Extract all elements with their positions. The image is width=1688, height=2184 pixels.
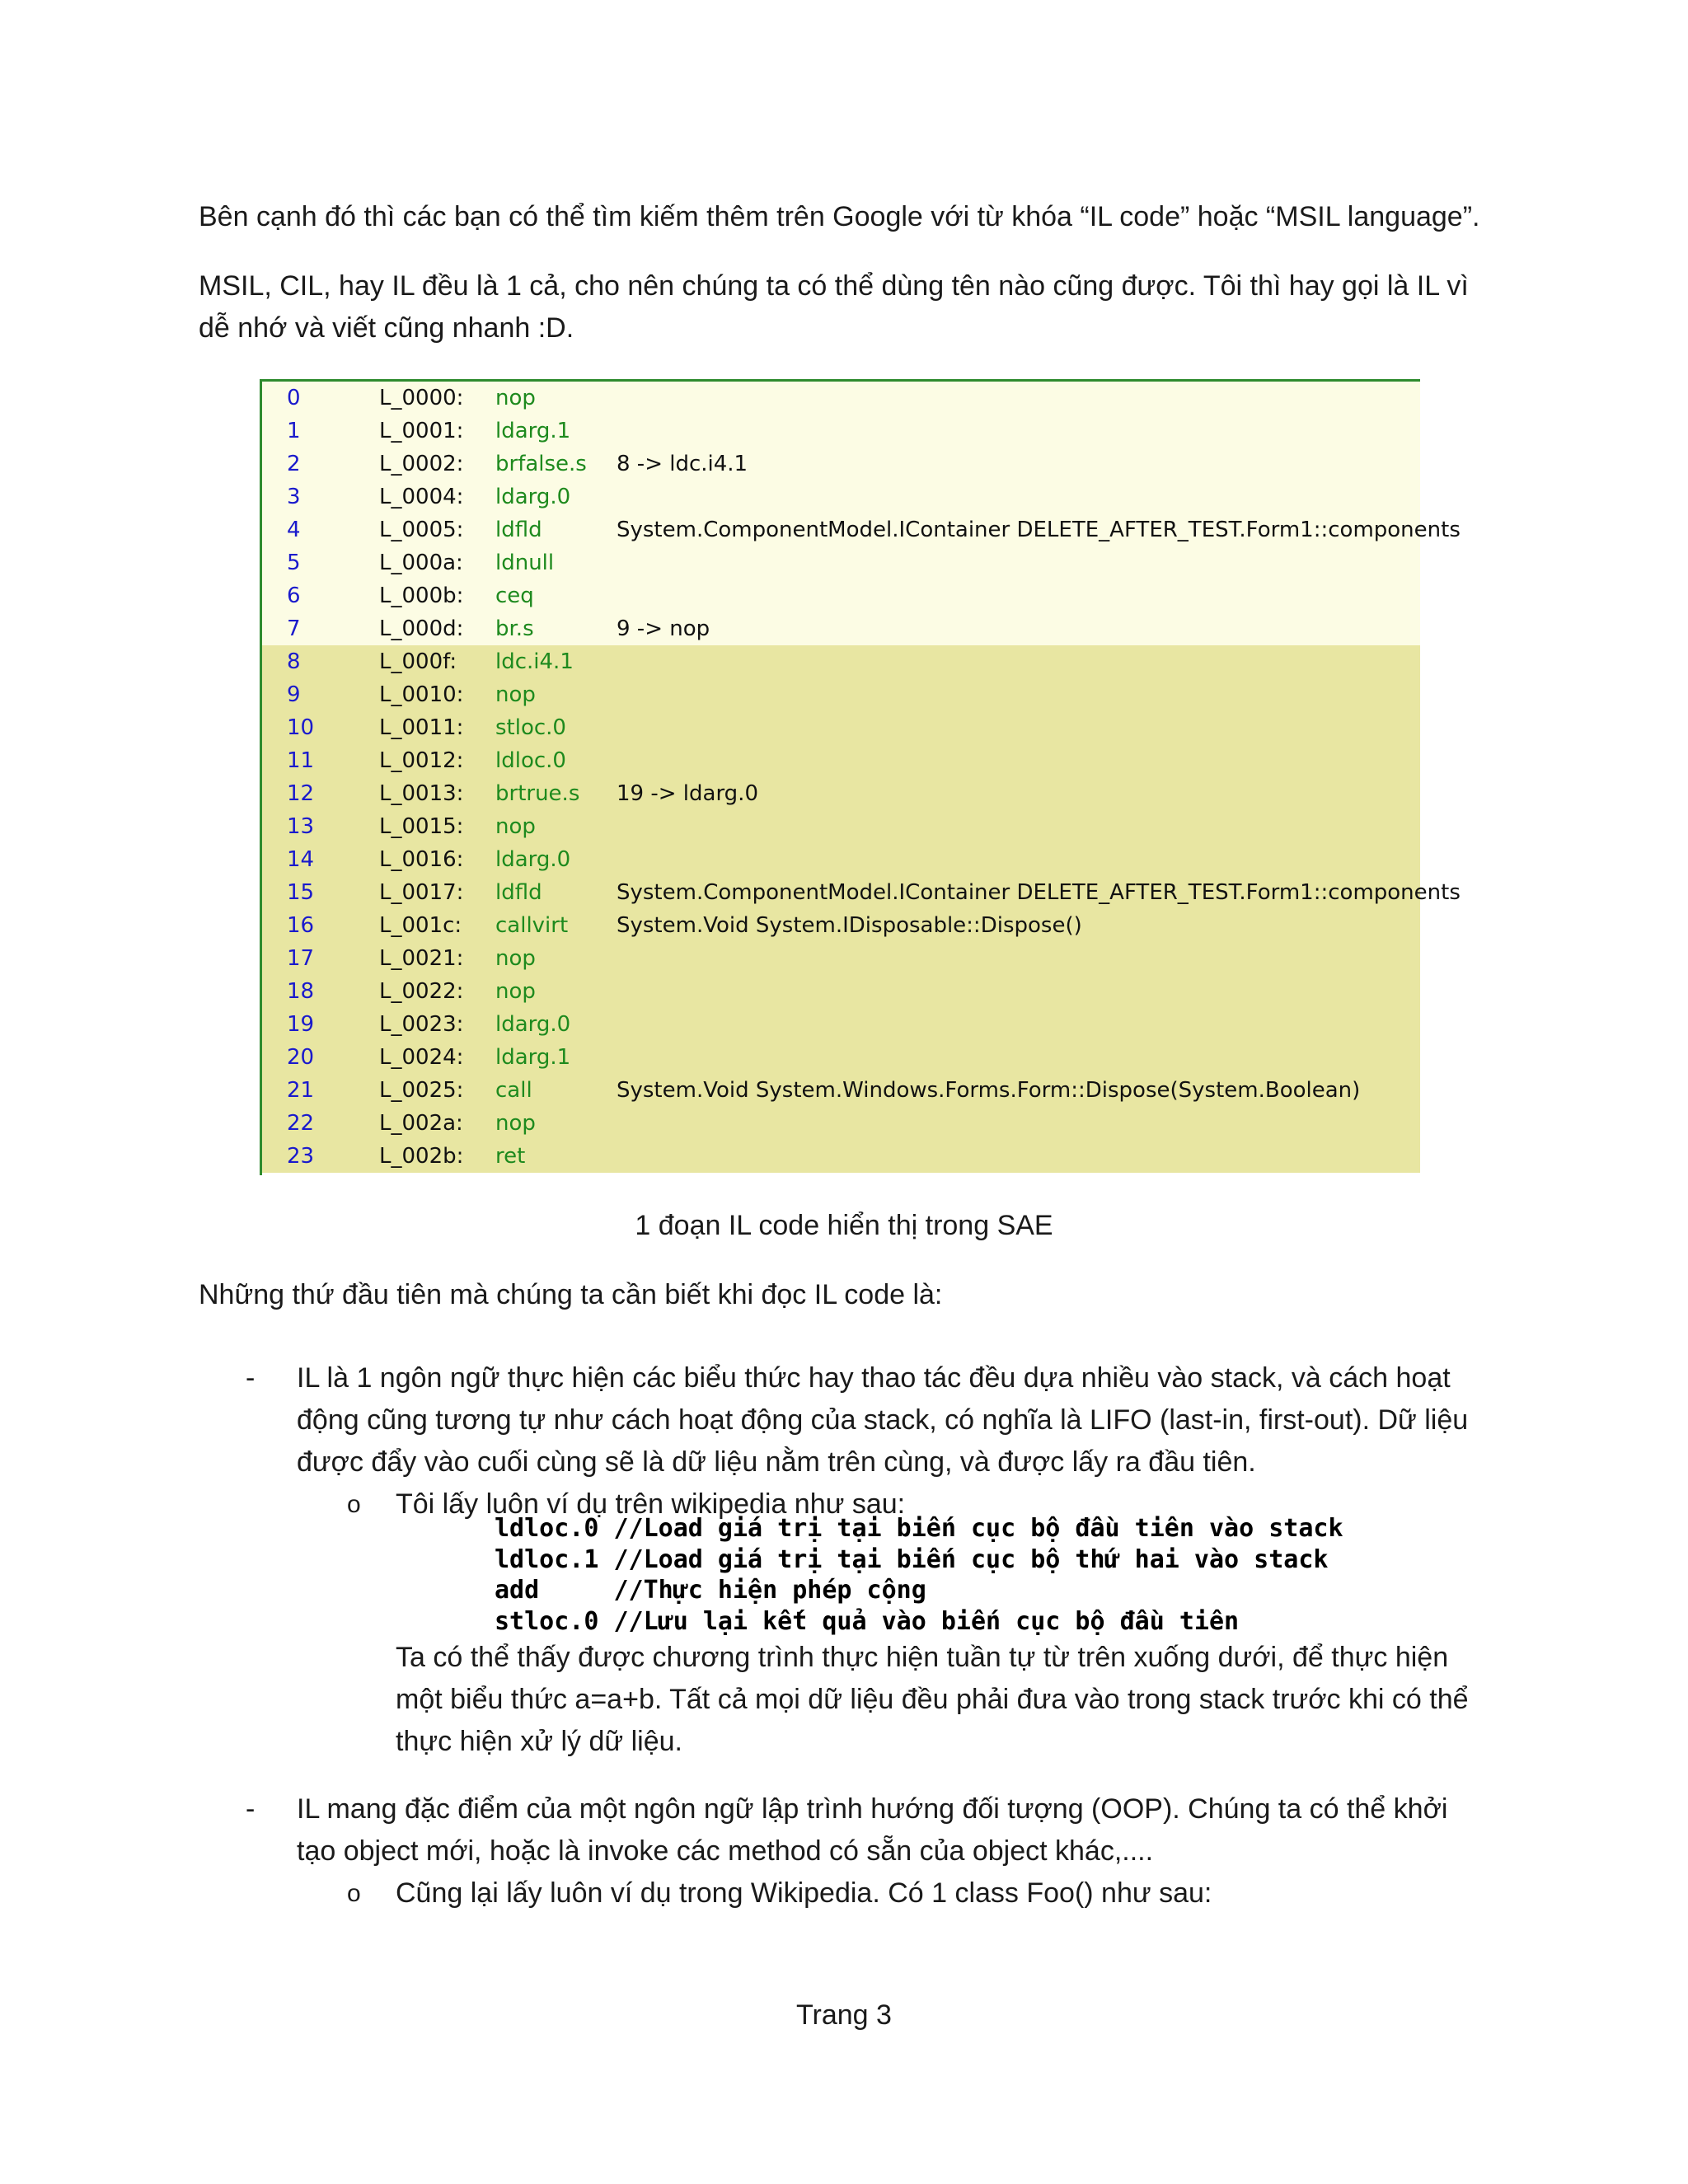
sub-bullet-marker-1: o [347, 1491, 361, 1518]
il-opcode: ldfld [495, 518, 542, 542]
il-code-row [262, 1074, 1420, 1107]
code-line: ldloc.1 //Load giá trị tại biến cục bộ thứ hai vào stack [495, 1544, 1329, 1574]
il-opcode: ldfld [495, 880, 542, 905]
il-code-row [262, 1041, 1420, 1074]
il-line-number: 23 [287, 1144, 315, 1169]
il-opcode: ret [495, 1144, 526, 1169]
il-operand: 8 -> ldc.i4.1 [617, 452, 748, 476]
il-line-number: 17 [287, 946, 315, 971]
il-operand: System.ComponentModel.IContainer DELETE_AFTER_TEST.Form1::components [617, 880, 1461, 905]
il-offset-label: L_0002: [379, 452, 464, 476]
il-opcode: brfalse.s [495, 452, 587, 476]
il-opcode: ldarg.1 [495, 419, 571, 443]
il-line-number: 8 [287, 649, 301, 674]
il-code-row [262, 975, 1420, 1008]
il-line-number: 1 [287, 419, 301, 443]
il-code-row [262, 876, 1461, 909]
il-line-number: 20 [287, 1045, 315, 1070]
il-opcode: stloc.0 [495, 715, 566, 740]
il-offset-label: L_0023: [379, 1012, 464, 1037]
page-footer: Trang 3 [796, 1999, 892, 2031]
il-offset-label: L_0021: [379, 946, 464, 971]
sub-bullet-text-wiki-example: Tôi lấy luôn ví dụ trên wikipedia như sau: [396, 1488, 906, 1520]
il-opcode: ldarg.0 [495, 847, 571, 872]
il-code-row [262, 448, 1420, 480]
il-line-number: 15 [287, 880, 315, 905]
il-offset-label: L_0004: [379, 485, 464, 509]
code-example-block [495, 1513, 1343, 1637]
il-offset-label: L_0016: [379, 847, 464, 872]
il-opcode: callvirt [495, 913, 569, 938]
il-line-number: 3 [287, 485, 301, 509]
paragraph-first-things: Những thứ đầu tiên mà chúng ta cần biết khi đọc IL code là: [199, 1279, 943, 1310]
il-code-row [262, 777, 1420, 810]
il-code-table [260, 379, 1461, 1175]
il-code-row [262, 744, 1420, 777]
il-operand: 9 -> nop [617, 616, 710, 641]
il-operand: 19 -> ldarg.0 [617, 781, 758, 806]
code-line: ldloc.0 //Load giá trị tại biến cục bộ đầu tiên vào stack [495, 1514, 1343, 1543]
il-line-number: 22 [287, 1111, 315, 1136]
il-offset-label: L_0013: [379, 781, 464, 806]
il-line-number: 0 [287, 386, 301, 410]
il-line-number: 4 [287, 518, 301, 542]
il-line-number: 16 [287, 913, 315, 938]
code-line: add //Thực hiện phép cộng [495, 1576, 926, 1605]
il-line-number: 21 [287, 1078, 315, 1103]
il-offset-label: L_002b: [379, 1144, 464, 1169]
il-code-row [262, 546, 1420, 579]
il-opcode: call [495, 1078, 532, 1103]
il-offset-label: L_0015: [379, 814, 464, 839]
il-offset-label: L_0017: [379, 880, 464, 905]
bullet-text-stack: IL là 1 ngôn ngữ thực hiện các biểu thức hay thao tác đều dựa nhiều vào stack, và cách hoạt động cũng tương tự như cách hoạt động của stack, có nghĩa là LIFO (last-in, first-out). Dữ liệu được đẩy vào cuối cùng sẽ là dữ liệu nằm trên cùng, và được lấy ra đầu tiên. [297, 1362, 1469, 1478]
il-opcode: ceq [495, 583, 534, 608]
il-opcode: ldarg.0 [495, 1012, 571, 1037]
il-offset-label: L_000a: [379, 551, 463, 575]
il-line-number: 13 [287, 814, 315, 839]
il-code-row [262, 1008, 1420, 1041]
il-code-row [262, 513, 1461, 546]
code-line: stloc.0 //Lưu lại kết quả vào biến cục bộ đầu tiên [495, 1606, 1240, 1636]
il-code-row [262, 415, 1420, 448]
il-line-number: 14 [287, 847, 315, 872]
il-code-row [262, 480, 1420, 513]
il-code-row [262, 942, 1420, 975]
il-offset-label: L_0010: [379, 682, 464, 707]
sub-bullet-text-foo-class: Cũng lại lấy luôn ví dụ trong Wikipedia. Có 1 class Foo() như sau: [396, 1877, 1212, 1909]
figure-caption: 1 đoạn IL code hiển thị trong SAE [635, 1210, 1053, 1241]
il-opcode: nop [495, 946, 536, 971]
il-line-number: 18 [287, 979, 315, 1004]
il-offset-label: L_0011: [379, 715, 464, 740]
il-opcode: brtrue.s [495, 781, 580, 806]
il-offset-label: L_000d: [379, 616, 464, 641]
il-code-row [262, 843, 1420, 876]
il-opcode: nop [495, 979, 536, 1004]
il-code-row [262, 1140, 1420, 1173]
il-line-number: 11 [287, 748, 315, 773]
il-opcode: ldnull [495, 551, 555, 575]
il-code-row [262, 645, 1420, 678]
paragraph-search-hint: Bên cạnh đó thì các bạn có thể tìm kiếm thêm trên Google với từ khóa “IL code” hoặc “MSIL language”. [199, 201, 1480, 232]
il-offset-label: L_0025: [379, 1078, 464, 1103]
il-offset-label: L_000b: [379, 583, 464, 608]
bullet-marker-1: - [246, 1362, 256, 1394]
il-line-number: 7 [287, 616, 301, 641]
il-offset-label: L_0022: [379, 979, 464, 1004]
il-offset-label: L_0024: [379, 1045, 464, 1070]
il-code-row [262, 810, 1420, 843]
il-code-row [262, 909, 1420, 942]
il-opcode: ldarg.1 [495, 1045, 571, 1070]
il-operand: System.Void System.IDisposable::Dispose() [617, 913, 1082, 938]
il-operand: System.ComponentModel.IContainer DELETE_AFTER_TEST.Form1::components [617, 518, 1461, 542]
il-opcode: nop [495, 386, 536, 410]
sub-bullet-marker-2: o [347, 1880, 361, 1907]
il-offset-label: L_001c: [379, 913, 462, 938]
bullet-text-oop: IL mang đặc điểm của một ngôn ngữ lập trình hướng đối tượng (OOP). Chúng ta có thể khởi tạo object mới, hoặc là invoke các method có sẵn của object khác,.... [297, 1793, 1448, 1867]
il-line-number: 2 [287, 452, 301, 476]
il-offset-label: L_000f: [379, 649, 457, 674]
il-operand: System.Void System.Windows.Forms.Form::Dispose(System.Boolean) [617, 1078, 1361, 1103]
il-offset-label: L_0005: [379, 518, 464, 542]
il-offset-label: L_002a: [379, 1111, 463, 1136]
il-opcode: nop [495, 814, 536, 839]
il-line-number: 5 [287, 551, 301, 575]
il-line-number: 12 [287, 781, 315, 806]
paragraph-il-names: MSIL, CIL, hay IL đều là 1 cả, cho nên chúng ta có thể dùng tên nào cũng được. Tôi thì hay gọi là IL vì dễ nhớ và viết cũng nhanh :D. [199, 270, 1469, 344]
il-code-row [262, 711, 1420, 744]
il-line-number: 10 [287, 715, 315, 740]
il-code-row [262, 678, 1420, 711]
il-line-number: 6 [287, 583, 301, 608]
il-code-row [262, 382, 1420, 415]
il-code-row [262, 1107, 1420, 1140]
il-opcode: ldc.i4.1 [495, 649, 574, 674]
il-opcode: nop [495, 1111, 536, 1136]
il-code-row [262, 612, 1420, 645]
il-offset-label: L_0012: [379, 748, 464, 773]
il-line-number: 9 [287, 682, 301, 707]
il-line-number: 19 [287, 1012, 315, 1037]
il-offset-label: L_0001: [379, 419, 464, 443]
paragraph-example-explanation: Ta có thể thấy được chương trình thực hiện tuần tự từ trên xuống dưới, để thực hiện một biểu thức a=a+b. Tất cả mọi dữ liệu đều phải đưa vào trong stack trước khi có thể thực hiện xử lý dữ liệu. [396, 1642, 1469, 1757]
il-code-row [262, 579, 1420, 612]
il-opcode: ldloc.0 [495, 748, 566, 773]
il-offset-label: L_0000: [379, 386, 464, 410]
il-opcode: nop [495, 682, 536, 707]
il-opcode: br.s [495, 616, 534, 641]
bullet-marker-2: - [246, 1793, 256, 1825]
il-opcode: ldarg.0 [495, 485, 571, 509]
